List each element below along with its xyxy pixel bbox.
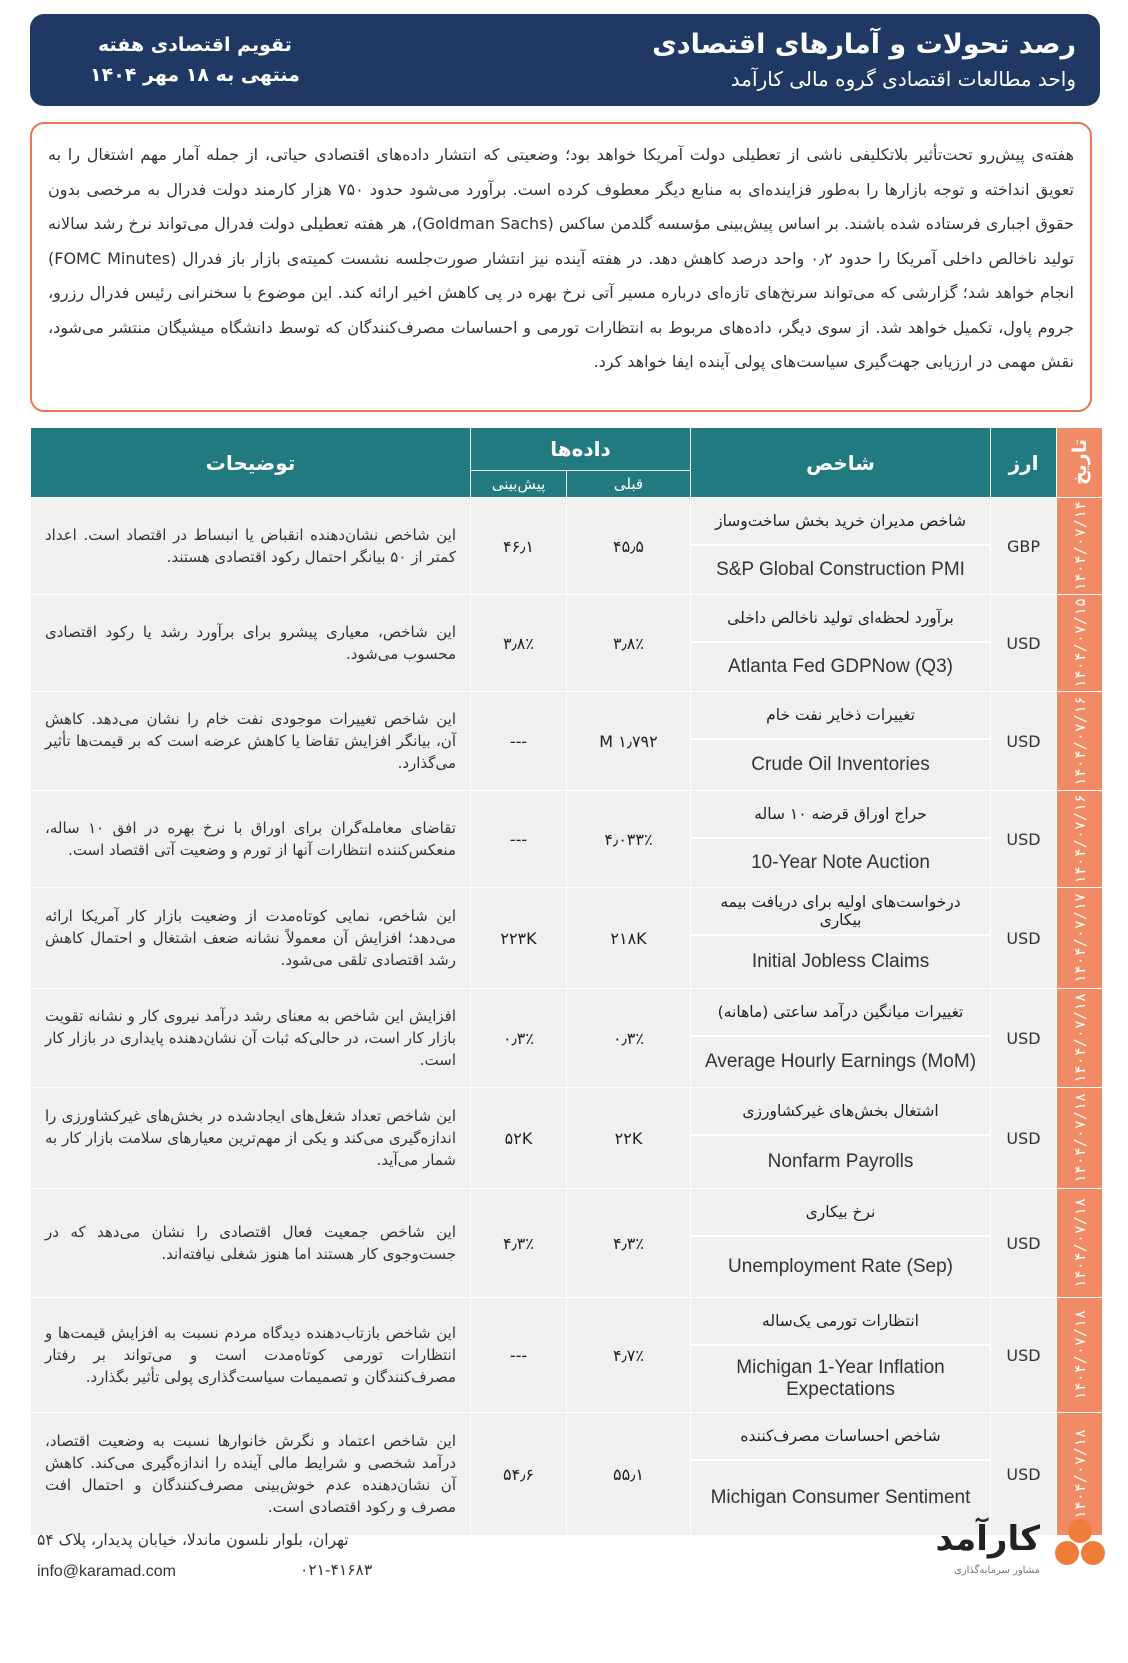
row-currency: USD [991, 1413, 1057, 1536]
row-forecast: ۵۴٫۶ [471, 1413, 567, 1536]
calendar-info [90, 30, 300, 90]
row-indicator [691, 1298, 991, 1413]
row-date: ۱۴۰۴/۰۷/۱۸ [1057, 1413, 1103, 1536]
row-currency: USD [991, 1088, 1057, 1189]
indicator-name-en: Michigan Consumer Sentiment [710, 1487, 971, 1508]
row-indicator [691, 692, 991, 791]
page-title: رصد تحولات و آمارهای اقتصادی [652, 29, 1076, 60]
row-forecast: ۰٫۳٪ [471, 989, 567, 1088]
row-forecast: ۳٫۸٪ [471, 595, 567, 692]
row-previous: ۴٫۷٪ [567, 1298, 691, 1413]
row-date: ۱۴۰۴/۰۷/۱۶ [1057, 791, 1103, 888]
row-date: ۱۴۰۴/۰۷/۱۸ [1057, 1189, 1103, 1298]
header-description: توضیحات [31, 428, 471, 498]
row-previous: ۳٫۸٪ [567, 595, 691, 692]
row-forecast: ۴٫۳٪ [471, 1189, 567, 1298]
row-date: ۱۴۰۴/۰۷/۱۸ [1057, 989, 1103, 1088]
indicator-name-en: Atlanta Fed GDPNow (Q3) [728, 656, 953, 677]
calendar-range: منتهی به ۱۸ مهر ۱۴۰۴ [90, 64, 300, 86]
indicator-name-fa: تغییرات ذخایر نفت خام [691, 692, 990, 740]
row-forecast: ۵۲K [471, 1088, 567, 1189]
row-date: ۱۴۰۴/۰۷/۱۶ [1057, 692, 1103, 791]
indicator-name-en: Crude Oil Inventories [751, 754, 930, 775]
row-currency: USD [991, 1189, 1057, 1298]
page-subtitle: واحد مطالعات اقتصادی گروه مالی کارآمد [730, 67, 1076, 91]
row-forecast: ۲۲۳K [471, 888, 567, 989]
table-row [31, 791, 1103, 888]
row-forecast: ۴۶٫۱ [471, 498, 567, 595]
row-description: این شاخص نشان‌دهنده انقباض یا انبساط در اقتصاد است. اعداد کمتر از ۵۰ بیانگر احتمال رکود اقتصادی هستند. [31, 498, 471, 595]
calendar-title: تقویم اقتصادی هفته [98, 34, 292, 56]
row-indicator [691, 791, 991, 888]
table-row [31, 989, 1103, 1088]
row-previous: ۵۵٫۱ [567, 1413, 691, 1536]
page-footer [0, 1495, 1128, 1663]
footer-address: تهران، بلوار نلسون ماندلا، خیابان پدیدار، پلاک ۵۴ [37, 1531, 349, 1549]
header-date: تاریخ [1057, 428, 1103, 498]
row-currency: GBP [991, 498, 1057, 595]
row-forecast: --- [471, 1298, 567, 1413]
header-titles [652, 26, 1076, 94]
row-description: این شاخص اعتماد و نگرش خانوارها نسبت به وضعیت اقتصاد، درآمد شخصی و شرایط مالی آینده را اندازه‌گیری می‌کند. کاهش آن نشان‌دهنده عدم خوش‌بینی مصرف‌کنندگان و احتمال افت مصرف و رکود اقتصادی است. [31, 1413, 471, 1536]
table-row [31, 1298, 1103, 1413]
header-currency: ارز [991, 428, 1057, 498]
indicator-name-fa: حراج اوراق قرضه ۱۰ ساله [691, 791, 990, 839]
row-indicator [691, 888, 991, 989]
indicator-name-fa: انتظارات تورمی یک‌ساله [691, 1298, 990, 1346]
row-date: ۱۴۰۴/۰۷/۱۸ [1057, 1088, 1103, 1189]
row-previous: ۰٫۳٪ [567, 989, 691, 1088]
row-currency: USD [991, 888, 1057, 989]
row-currency: USD [991, 692, 1057, 791]
row-description: این شاخص تغییرات موجودی نفت خام را نشان می‌دهد. کاهش آن، بیانگر افزایش تقاضا یا کاهش عرضه است که بر قیمت‌ها تأثیر می‌گذارد. [31, 692, 471, 791]
header-indicator: شاخص [691, 428, 991, 498]
brand-tagline: مشاور سرمایه‌گذاری [953, 1565, 1040, 1576]
indicator-name-fa: درخواست‌های اولیه برای دریافت بیمه بیکاری [691, 888, 990, 936]
indicator-name-en: Average Hourly Earnings (MoM) [705, 1051, 977, 1072]
row-previous: ۴٫۳٪ [567, 1189, 691, 1298]
brand-logo [935, 1515, 1110, 1585]
indicator-name-en: Michigan 1-Year Inflation Expectations [736, 1357, 945, 1400]
row-description: افزایش این شاخص به معنای رشد درآمد نیروی کار و نشانه تقویت بازار کار است، در حالی‌که ثبات آن نشان‌دهنده پایداری در بازار کار است. [31, 989, 471, 1088]
indicator-name-en: 10-Year Note Auction [751, 852, 930, 873]
row-date: ۱۴۰۴/۰۷/۱۴ [1057, 498, 1103, 595]
row-date: ۱۴۰۴/۰۷/۱۵ [1057, 595, 1103, 692]
row-forecast: --- [471, 692, 567, 791]
page-header [30, 14, 1100, 106]
indicator-name-fa: اشتغال بخش‌های غیرکشاورزی [691, 1088, 990, 1136]
footer-email[interactable]: info@karamad.com [37, 1563, 176, 1580]
row-date: ۱۴۰۴/۰۷/۱۸ [1057, 1298, 1103, 1413]
row-currency: USD [991, 989, 1057, 1088]
header-data: داده‌ها [471, 428, 691, 471]
row-description: این شاخص، نمایی کوتاه‌مدت از وضعیت بازار کار آمریکا ارائه می‌دهد؛ افزایش آن معمولاً نشانه ضعف اشتغال و احتمال کاهش رشد اقتصادی تلقی می‌شود. [31, 888, 471, 989]
row-previous: ۴٫۰۳۳٪ [567, 791, 691, 888]
row-description: این شاخص بازتاب‌دهنده دیدگاه مردم نسبت به افزایش قیمت‌ها و انتظارات تورمی کوتاه‌مدت است و می‌تواند بر رفتار مصرف‌کنندگان و تصمیمات سیاست‌گذاری پولی تأثیر بگذارد. [31, 1298, 471, 1413]
economic-calendar-table [30, 427, 1103, 1536]
table-row [31, 498, 1103, 595]
indicator-name-fa: شاخص مدیران خرید بخش ساخت‌وساز [691, 498, 990, 546]
header-forecast: پیش‌بینی [471, 471, 567, 498]
row-indicator [691, 1088, 991, 1189]
table-row [31, 595, 1103, 692]
table-row [31, 692, 1103, 791]
table-row [31, 1189, 1103, 1298]
table-row [31, 1088, 1103, 1189]
row-description: تقاضای معامله‌گران برای اوراق با نرخ بهره در افق ۱۰ ساله، منعکس‌کننده انتظارات آنها از تورم و وضعیت آتی اقتصاد است. [31, 791, 471, 888]
row-previous: ۲۲K [567, 1088, 691, 1189]
row-previous: ۱٫۷۹۲ M [567, 692, 691, 791]
row-currency: USD [991, 1298, 1057, 1413]
indicator-name-fa: شاخص احساسات مصرف‌کننده [691, 1413, 990, 1461]
logo-icon [1050, 1515, 1110, 1575]
indicator-name-en: S&P Global Construction PMI [716, 559, 965, 580]
row-previous: ۲۱۸K [567, 888, 691, 989]
footer-phone: ۰۲۱-۴۱۶۸۳ [300, 1561, 373, 1579]
row-indicator [691, 1189, 991, 1298]
row-description: این شاخص، معیاری پیشرو برای برآورد رشد یا رکود اقتصادی محسوب می‌شود. [31, 595, 471, 692]
indicator-name-en: Unemployment Rate (Sep) [728, 1256, 953, 1277]
indicator-name-en: Initial Jobless Claims [751, 951, 930, 972]
intro-paragraph: هفته‌ی پیش‌رو تحت‌تأثیر بلاتکلیفی ناشی از تعطیلی دولت آمریکا خواهد بود؛ وضعیتی که انتشار داده‌های اقتصادی حیاتی، از جمله آمار مهم اشتغال را به تعویق انداخته و توجه بازارها را به‌طور فزاینده‌ای به منابع دیگر معطوف کرده است. برآورد می‌شود حدود ۷۵۰ هزار کارمند دولت فدرال به مرخصی بدون حقوق اجباری فرستاده شده باشند. بر اساس پیش‌بینی مؤسسه گلدمن ساکس (Goldman Sachs)، هر هفته تعطیلی دولت فدرال می‌تواند نرخ رشد سالانه تولید ناخالص داخلی آمریکا را حدود ۰٫۲ واحد درصد کاهش دهد. در هفته آینده نیز انتشار صورت‌جلسه نشست کمیته‌ی بازار باز فدرال (FOMC Minutes) انجام خواهد شد؛ گزارشی که می‌تواند سرنخ‌های تازه‌ای درباره مسیر آتی نرخ بهره در پی کاهش اخیر ارائه کند. این موضوع با سخنرانی رئیس فدرال رزرو، جروم پاول، تکمیل خواهد شد. از سوی دیگر، داده‌های مربوط به انتظارات تورمی و احساسات مصرف‌کنندگان که توسط دانشگاه میشیگان منتشر می‌شود، نقش مهمی در ارزیابی جهت‌گیری سیاست‌های پولی آینده ایفا خواهد کرد. [30, 122, 1092, 412]
brand-name: کارآمد [935, 1519, 1040, 1559]
row-previous: ۴۵٫۵ [567, 498, 691, 595]
indicator-name-fa: برآورد لحظه‌ای تولید ناخالص داخلی [691, 595, 990, 643]
indicator-name-en: Nonfarm Payrolls [767, 1151, 914, 1172]
row-indicator [691, 989, 991, 1088]
row-indicator [691, 498, 991, 595]
table-row [31, 888, 1103, 989]
row-currency: USD [991, 595, 1057, 692]
row-description: این شاخص جمعیت فعال اقتصادی را نشان می‌دهد که در جست‌وجوی کار هستند اما هنوز شغلی نیافته‌اند. [31, 1189, 471, 1298]
indicator-name-fa: نرخ بیکاری [691, 1189, 990, 1237]
row-description: این شاخص تعداد شغل‌های ایجادشده در بخش‌های غیرکشاورزی را اندازه‌گیری می‌کند و یکی از مهم‌ترین معیارهای سلامت بازار کار به شمار می‌آید. [31, 1088, 471, 1189]
row-date: ۱۴۰۴/۰۷/۱۷ [1057, 888, 1103, 989]
row-currency: USD [991, 791, 1057, 888]
row-forecast: --- [471, 791, 567, 888]
indicator-name-fa: تغییرات میانگین درآمد ساعتی (ماهانه) [691, 989, 990, 1037]
header-previous: قبلی [567, 471, 691, 498]
row-indicator [691, 595, 991, 692]
